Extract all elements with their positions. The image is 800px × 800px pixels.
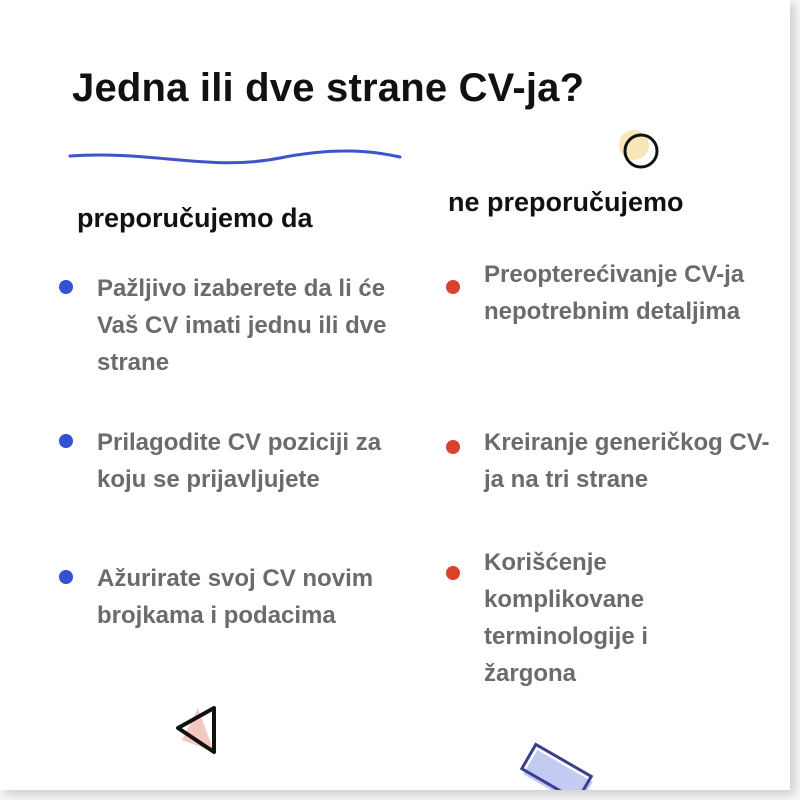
not-recommended-item-text: Preopterećivanje CV-ja nepotrebnim detaljima bbox=[484, 261, 745, 325]
page-title: Jedna ili dve strane CV-ja? bbox=[72, 66, 585, 110]
recommended-item-text: Prilagodite CV poziciji za koju se prijavljujete bbox=[97, 429, 382, 493]
circle-icon bbox=[619, 130, 657, 167]
red-bullet-icon bbox=[446, 280, 460, 294]
wavy-underline bbox=[70, 151, 400, 163]
blue-bullet-icon bbox=[59, 434, 73, 448]
red-bullet-icon bbox=[446, 440, 460, 454]
blue-bullet-icon bbox=[59, 280, 73, 294]
not-recommended-item-text: Kreiranje generičkog CV-ja na tri strane bbox=[484, 429, 770, 493]
not-recommended-item-text: Korišćenje komplikovane terminologije i žargona bbox=[484, 549, 649, 687]
red-bullet-icon bbox=[446, 566, 460, 580]
recommended-item-text: Ažurirate svoj CV novim brojkama i podacima bbox=[97, 565, 374, 629]
triangle-icon bbox=[178, 708, 214, 752]
recommended-item-text: Pažljivo izaberete da li će Vaš CV imati jednu ili dve strane bbox=[97, 275, 387, 376]
blue-bullet-icon bbox=[59, 570, 73, 584]
recommended-heading: preporučujemo da bbox=[77, 203, 313, 233]
not-recommended-heading: ne preporučujemo bbox=[448, 187, 684, 217]
rectangle-icon bbox=[520, 744, 595, 790]
